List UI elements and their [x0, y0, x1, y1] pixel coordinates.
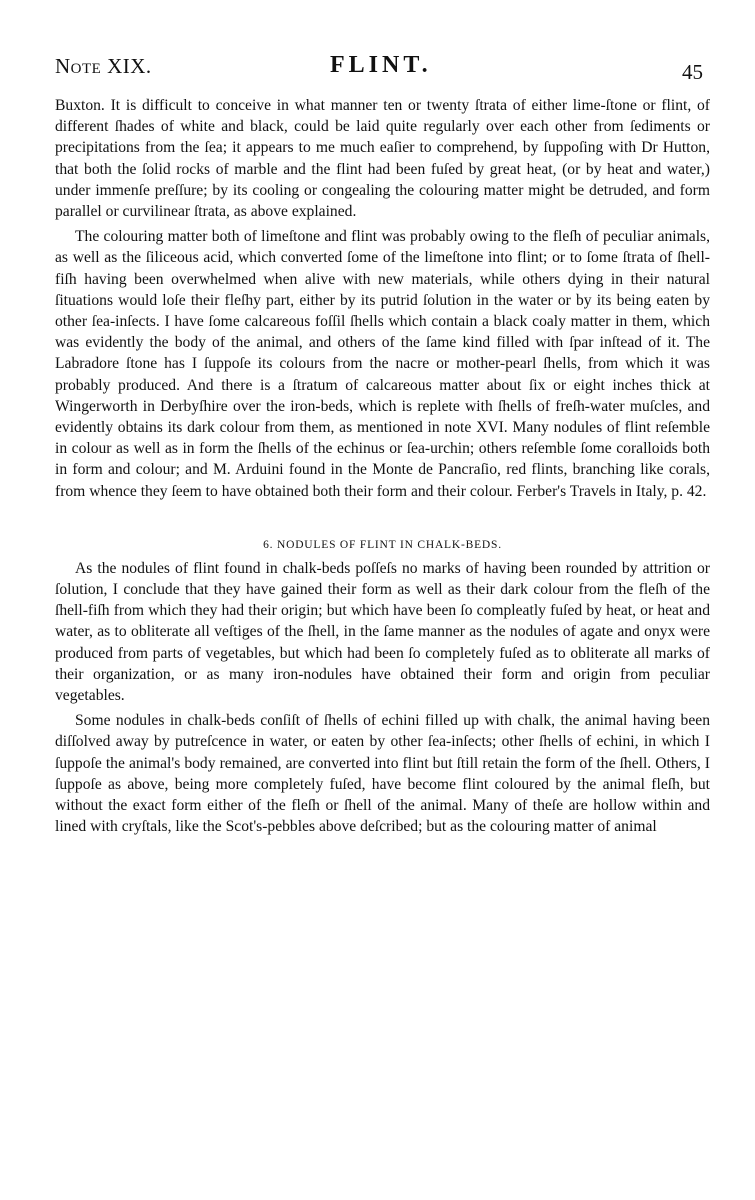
running-head — [55, 52, 703, 88]
paragraph-continued: Buxton. It is difficult to conceive in what manner ten or twenty ſtrata of either lime-ſtone or flint, of different ſhades of white and black, could be laid quite regularly over each other from ſediments or precipitations from the ſea; it appears to me much eaſier to comprehend, by ſuppoſing with Dr Hutton, that both the ſolid rocks of marble and the flint had been fuſed by great heat, (or by heat and water,) under immenſe preſſure; by its cooling or congealing the colouring matter might be detruded, and form parallel or curvilinear ſtrata, as above explained. — [55, 97, 710, 221]
body-text — [55, 95, 710, 838]
paragraph: Some nodules in chalk-beds conſiſt of ſhells of echini filled up with chalk, the animal having been diſſolved away by putreſcence in water, or eaten by other ſea-inſects; other ſhells of echini, in which I ſuppoſe the animal's body remained, are converted into flint but ſtill retain the form of the ſhell. Others, I ſuppoſe as above, being more completely fuſed, have become flint coloured by the animal fleſh, but without the exact form either of the fleſh or ſhell of the animal. Many of theſe are hollow within and lined with cryſtals, like the Scot's-pebbles above deſcribed; but as the colouring matter of animal — [55, 712, 710, 836]
page-title: FLINT. — [330, 52, 432, 78]
paragraph: The colouring matter both of limeſtone and flint was probably owing to the fleſh of peculiar animals, as well as the ſiliceous acid, which converted ſome of the limeſtone into flint; or to ſome ſtrata of ſhell-fiſh having been overwhelmed when alive with new materials, while others dying in their natural ſituations would loſe their fleſhy part, either by its putrid ſolution in the water or by its being eaten by other ſea-inſects. I have ſome calcareous foſſil ſhells which contain a black coaly matter in them, which was evidently the body of the animal, and others of the ſame kind filled with ſpar inſtead of it. The Labradore ſtone has I ſuppoſe its colours from the nacre or mother-pearl ſhells, from which it was probably produced. And there is a ſtratum of calcareous matter about ſix or eight inches thick at Wingerworth in Derbyſhire over the iron-beds, which is replete with ſhells of freſh-water muſcles, and evidently obtains its dark colour from them, as mentioned in note XVI. Many nodules of flint reſemble in colour as well as in form the ſhells of the echinus or ſea-urchin; others reſemble ſome coralloids both in form and colour; and M. Arduini found in the Monte de Pancraſio, red flints, branching like corals, from whence they ſeem to have obtained both their form and their colour. Ferber's Travels in Italy, p. 42. — [55, 228, 710, 500]
page-number: 45 — [682, 60, 703, 84]
paragraph: As the nodules of flint found in chalk-beds poſſeſs no marks of having been rounded by attrition or ſolution, I conclude that they have gained their form as well as their dark colour from the fleſh of the ſhell-fiſh from which they had their origin; but which have been ſo compleatly fuſed by heat, or heat and water, as to obliterate all veſtiges of the ſhell, in the ſame manner as the nodules of agate and onyx were produced from parts of vegetables, but which had been ſo completely fuſed as to obliterate all marks of their organization, or as many iron-nodules have obtained their form and origin from peculiar vegetables. — [55, 559, 710, 705]
note-reference: Note XIX. — [55, 54, 152, 78]
section-heading: 6. NODULES OF FLINT IN CHALK-BEDS. — [263, 538, 502, 551]
